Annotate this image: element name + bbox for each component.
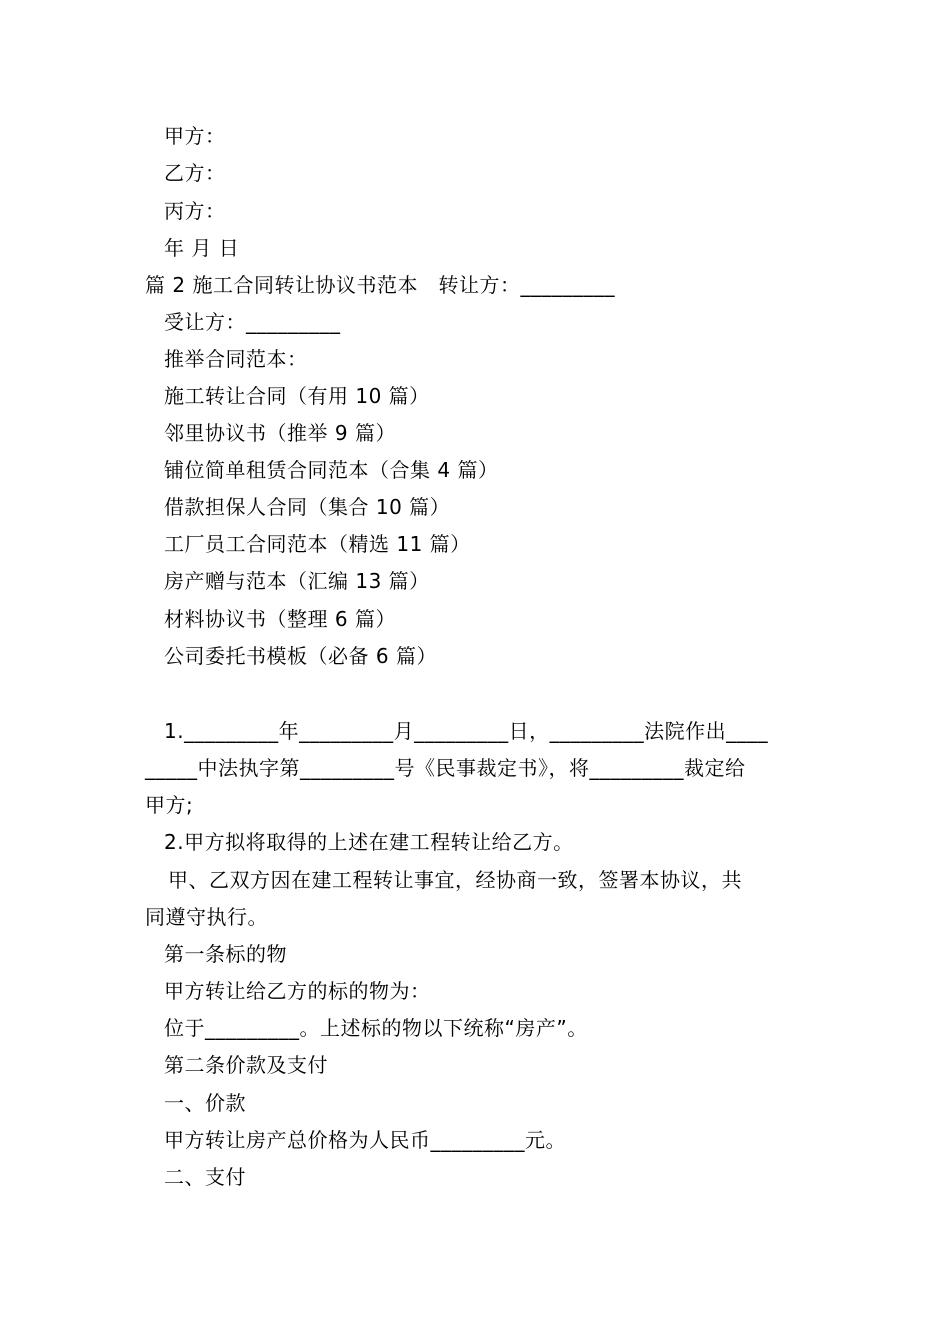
party-b-label: 乙方： [164,161,226,185]
agreement-intro-line-1: 甲、乙双方因在建工程转让事宜，经协商一致，签署本协议，共 [168,868,742,892]
payment-heading: 二、支付 [164,1165,246,1189]
recommend-heading: 推举合同范本： [164,347,308,371]
date-line: 年 月 日 [164,236,240,260]
article-2-heading: 第二条价款及支付 [164,1053,328,1077]
clause-1-line-3: 甲方; [145,793,194,817]
article-1-location: 位于_________。上述标的物以下统称“房产”。 [164,1016,588,1040]
agreement-intro-line-2: 同遵守执行。 [145,905,268,929]
recommend-item[interactable]: 铺位简单租赁合同范本（合集 4 篇） [164,458,499,482]
clause-1-line-2: _____中法执字第_________号《民事裁定书》，将_________裁定给 [145,756,746,780]
section-2-heading: 篇 2 施工合同转让协议书范本 转让方：_________ [145,273,616,297]
recommend-item[interactable]: 借款担保人合同（集合 10 篇） [164,495,451,519]
recommend-item[interactable]: 施工转让合同（有用 10 篇） [164,384,430,408]
recommend-item[interactable]: 工厂员工合同范本（精选 11 篇） [164,532,471,556]
article-1-text: 甲方转让给乙方的标的物为： [164,979,431,1003]
clause-2: 2.甲方拟将取得的上述在建工程转让给乙方。 [164,830,574,854]
recommend-item[interactable]: 公司委托书模板（必备 6 篇） [164,644,437,668]
price-text: 甲方转让房产总价格为人民币_________元。 [164,1128,566,1152]
article-1-heading: 第一条标的物 [164,942,287,966]
recommend-item[interactable]: 邻里协议书（推举 9 篇） [164,421,396,445]
recommend-item[interactable]: 房产赠与范本（汇编 13 篇） [164,569,430,593]
price-heading: 一、价款 [164,1091,246,1115]
clause-1-line-1: 1._________年_________月_________日，_________法院作出____ [164,719,769,743]
party-c-label: 丙方： [164,199,226,223]
transferee-line: 受让方：_________ [164,310,341,334]
recommend-item[interactable]: 材料协议书（整理 6 篇） [164,607,396,631]
party-a-label: 甲方： [164,124,226,148]
